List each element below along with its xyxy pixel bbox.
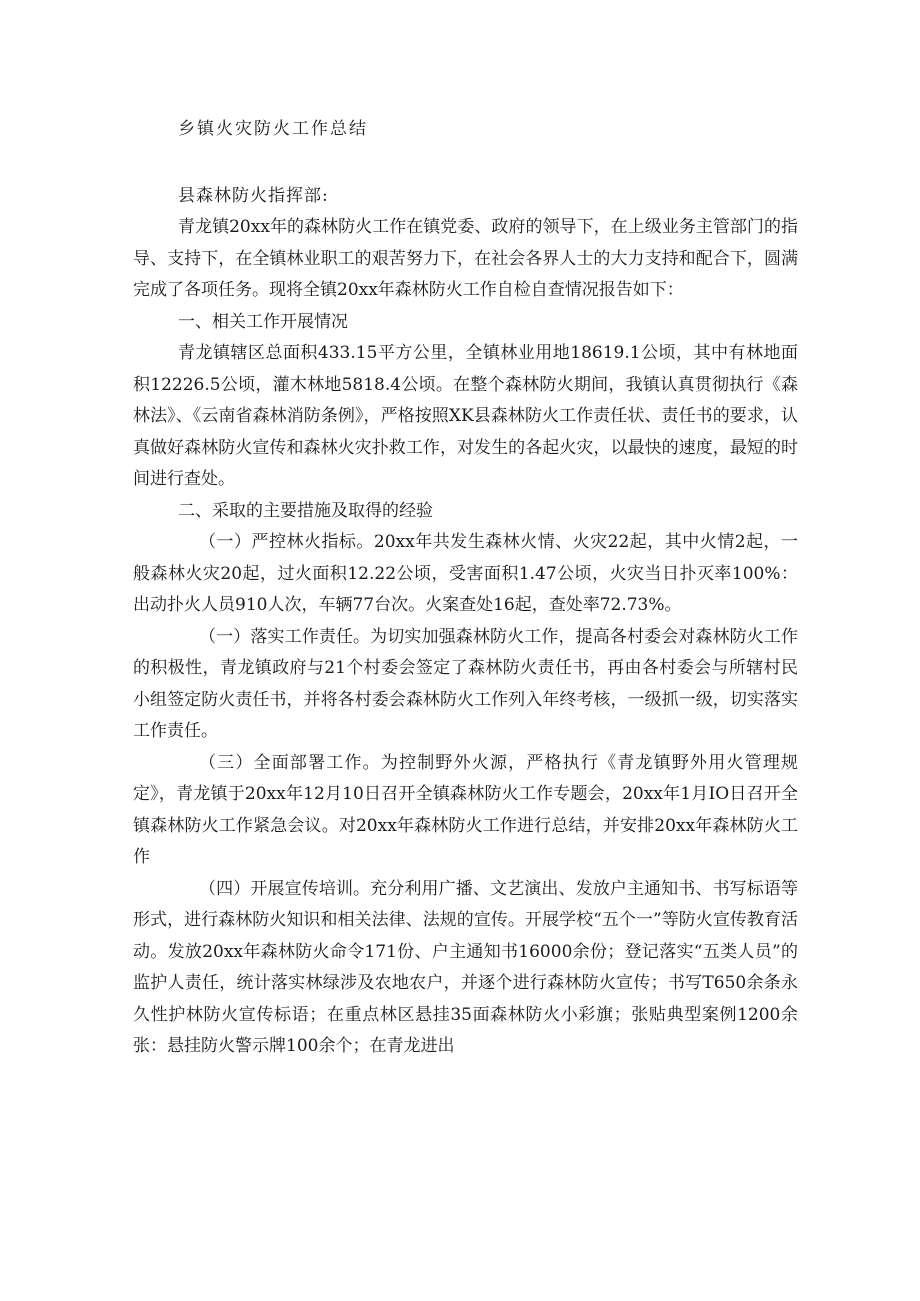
document-body [133, 212, 798, 1063]
document-title: 乡镇火灾防火工作总结 [178, 119, 368, 139]
section-heading-2: 二、采取的主要措施及取得的经验 [178, 500, 433, 521]
measure-3-paragraph: （三）全面部署工作。为控制野外火源，严格执行《青龙镇野外用火管理规定》，青龙镇于20xx年12月10日召开全镇森林防火工作专题会，20xx年1月IO日召开全镇森林防火工作紧急会议。对20xx年森林防火工作进行总结，并安排20xx年森林防火工作 [133, 752, 798, 867]
salutation: 县森林防火指挥部: [178, 186, 329, 206]
section-1-paragraph: 青龙镇辖区总面积433.15平方公里，全镇林业用地18619.1公顷，其中有林地面积12226.5公顷，灌木林地5818.4公顷。在整个森林防火期间，我镇认真贯彻执行《森林法》、《云南省森林消防条例》，严格按照XK县森林防火工作责任状、责任书的要求，认真做好森林防火宣传和森林火灾扑救工作，对发生的各起火灾，以最快的速度，最短的时间进行查处。 [133, 343, 798, 489]
measure-1-paragraph: （一）严控林火指标。20xx年共发生森林火情、火灾22起，其中火情2起，一般森林火灾20起，过火面积12.22公顷，受害面积1.47公顷，火灾当日扑灭率100%：出动扑火人员910人次，车辆77台次。火案查处16起，查处率72.73%。 [133, 532, 798, 615]
section-heading-1: 一、相关工作开展情况 [178, 311, 348, 332]
measure-2-paragraph: （一）落实工作责任。为切实加强森林防火工作，提高各村委会对森林防火工作的积极性，青龙镇政府与21个村委会签定了森林防火责任书，再由各村委会与所辖村民小组签定防火责任书，并将各村委会森林防火工作列入年终考核，一级抓一级，切实落实工作责任。 [133, 626, 798, 741]
intro-paragraph: 青龙镇20xx年的森林防火工作在镇党委、政府的领导下，在上级业务主管部门的指导、支持下，在全镇林业职工的艰苦努力下，在社会各界人士的大力支持和配合下，圆满完成了各项任务。现将全镇20xx年森林防火工作自检自查情况报告如下： [133, 217, 798, 300]
measure-4-paragraph: （四）开展宣传培训。充分利用广播、文艺演出、发放户主通知书、书写标语等形式，进行森林防火知识和相关法律、法规的宣传。开展学校“五个一”等防火宣传教育活动。发放20xx年森林防火命令171份、户主通知书16000余份；登记落实“五类人员”的监护人责任，统计落实林绿涉及农地农户，并逐个进行森林防火宣传；书写T650余条永久性护林防火宣传标语；在重点林区悬挂35面森林防火小彩旗；张贴典型案例1200余张：悬挂防火警示牌100余个；在青龙进出 [133, 878, 798, 1056]
